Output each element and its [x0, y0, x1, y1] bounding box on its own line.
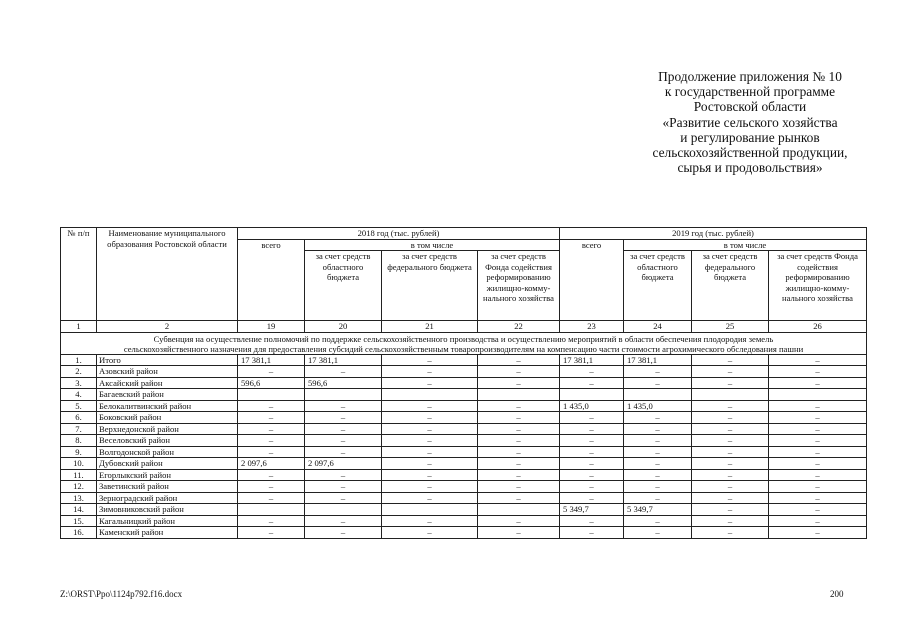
heading-line: сырья и продовольствия» — [677, 160, 823, 176]
municipality-name: Белокалитвинский район — [97, 400, 238, 412]
value-cell-24: – — [624, 412, 692, 424]
value-cell-26: – — [769, 492, 867, 504]
value-cell-24: – — [624, 446, 692, 458]
value-cell-21: – — [382, 435, 478, 447]
col-number-cell: 19 — [238, 321, 305, 333]
table-row — [61, 515, 867, 527]
value-cell-21: – — [382, 492, 478, 504]
value-cell-20: 2 097,6 — [305, 458, 382, 470]
value-cell-19: – — [238, 492, 305, 504]
municipality-name: Егорлыкский район — [97, 469, 238, 481]
value-cell-19: – — [238, 481, 305, 493]
value-cell-26: – — [769, 504, 867, 516]
value-cell-25: – — [692, 366, 769, 378]
value-cell-26: – — [769, 446, 867, 458]
value-cell-23: 1 435,0 — [560, 400, 624, 412]
value-cell-23: – — [560, 366, 624, 378]
value-cell-20: 17 381,1 — [305, 354, 382, 366]
table-row — [61, 481, 867, 493]
municipality-name: Каменский район — [97, 527, 238, 539]
value-cell-23: – — [560, 377, 624, 389]
value-cell-25: – — [692, 400, 769, 412]
value-cell-26: – — [769, 354, 867, 366]
municipality-name: Итого — [97, 354, 238, 366]
value-cell-24: – — [624, 492, 692, 504]
file-path: Z:\ORST\Ppo\1124p792.f16.docx — [60, 589, 183, 599]
municipality-name: Азовский район — [97, 366, 238, 378]
value-cell-26: – — [769, 366, 867, 378]
value-cell-19: 596,6 — [238, 377, 305, 389]
col-header-including-2019: в том числе — [624, 239, 867, 251]
value-cell-20: – — [305, 446, 382, 458]
value-cell-23: – — [560, 412, 624, 424]
value-cell-22: – — [478, 458, 560, 470]
row-number: 9. — [61, 446, 97, 458]
value-cell-26: – — [769, 469, 867, 481]
row-number: 15. — [61, 515, 97, 527]
col-header-fund-2019: за счет средств Фонда содействия реформированию жилищно-комму-нального хозяйства — [769, 251, 867, 321]
col-header-number: № п/п — [61, 228, 97, 321]
col-header-total-2018: всего — [238, 239, 305, 321]
col-header-federal-2019: за счет средств федерального бюджета — [692, 251, 769, 321]
value-cell-25: – — [692, 458, 769, 470]
value-cell-24: – — [624, 435, 692, 447]
municipality-name: Кагальницкий район — [97, 515, 238, 527]
col-header-fund-2018: за счет средств Фонда содействия реформированию жилищно-комму-нального хозяйства — [478, 251, 560, 321]
value-cell-25: – — [692, 527, 769, 539]
municipality-name: Заветинский район — [97, 481, 238, 493]
value-cell-26: – — [769, 377, 867, 389]
value-cell-23: – — [560, 435, 624, 447]
row-number: 4. — [61, 389, 97, 401]
col-header-regional-2018: за счет средств областного бюджета — [305, 251, 382, 321]
value-cell-19 — [238, 504, 305, 516]
value-cell-21: – — [382, 481, 478, 493]
value-cell-19: – — [238, 435, 305, 447]
value-cell-21: – — [382, 354, 478, 366]
value-cell-21: – — [382, 469, 478, 481]
col-header-total-2019: всего — [560, 239, 624, 321]
table-row — [61, 423, 867, 435]
value-cell-25: – — [692, 446, 769, 458]
value-cell-25: – — [692, 354, 769, 366]
value-cell-24: 1 435,0 — [624, 400, 692, 412]
value-cell-26: – — [769, 527, 867, 539]
heading-line: и регулирование рынков — [680, 129, 820, 145]
value-cell-24: – — [624, 527, 692, 539]
value-cell-26: – — [769, 423, 867, 435]
table-row — [61, 412, 867, 424]
value-cell-24: – — [624, 481, 692, 493]
value-cell-25: – — [692, 435, 769, 447]
value-cell-21: – — [382, 400, 478, 412]
value-cell-23: – — [560, 458, 624, 470]
value-cell-21: – — [382, 423, 478, 435]
col-number-cell: 23 — [560, 321, 624, 333]
value-cell-22: – — [478, 481, 560, 493]
value-cell-22: – — [478, 492, 560, 504]
table-row — [61, 469, 867, 481]
table-row — [61, 492, 867, 504]
appendix-heading — [600, 69, 900, 175]
col-number-cell: 22 — [478, 321, 560, 333]
value-cell-20 — [305, 389, 382, 401]
value-cell-19: 17 381,1 — [238, 354, 305, 366]
value-cell-24: 5 349,7 — [624, 504, 692, 516]
col-header-federal-2018: за счет средств федерального бюджета — [382, 251, 478, 321]
row-number: 7. — [61, 423, 97, 435]
value-cell-24: 17 381,1 — [624, 354, 692, 366]
value-cell-25: – — [692, 515, 769, 527]
value-cell-21: – — [382, 412, 478, 424]
value-cell-22: – — [478, 527, 560, 539]
value-cell-21: – — [382, 527, 478, 539]
value-cell-24: – — [624, 366, 692, 378]
municipality-name: Зимовниковский район — [97, 504, 238, 516]
municipality-name: Веселовский район — [97, 435, 238, 447]
municipality-name: Зерноградский район — [97, 492, 238, 504]
table-row — [61, 458, 867, 470]
value-cell-19: – — [238, 400, 305, 412]
value-cell-22: – — [478, 412, 560, 424]
municipality-name: Багаевский район — [97, 389, 238, 401]
row-number: 16. — [61, 527, 97, 539]
municipality-name: Волгодонской район — [97, 446, 238, 458]
value-cell-22: – — [478, 366, 560, 378]
row-number: 10. — [61, 458, 97, 470]
value-cell-26: – — [769, 515, 867, 527]
value-cell-26: – — [769, 400, 867, 412]
value-cell-20: – — [305, 400, 382, 412]
col-header-regional-2019: за счет средств областного бюджета — [624, 251, 692, 321]
value-cell-23: 17 381,1 — [560, 354, 624, 366]
row-number: 14. — [61, 504, 97, 516]
table-row — [61, 435, 867, 447]
row-number: 6. — [61, 412, 97, 424]
value-cell-19: – — [238, 469, 305, 481]
value-cell-22 — [478, 504, 560, 516]
value-cell-26: – — [769, 412, 867, 424]
value-cell-19 — [238, 389, 305, 401]
value-cell-22: – — [478, 515, 560, 527]
col-number-cell: 20 — [305, 321, 382, 333]
table-row — [61, 527, 867, 539]
value-cell-22: – — [478, 354, 560, 366]
value-cell-22: – — [478, 446, 560, 458]
section-title: Субвенция на осуществление полномочий по поддержке сельскохозяйственного производства и осуществлению мероприятий в области обеспечения плодородия земель сельскохозяйственного назначения для предоставления субсидий сельскохозяйственным товаропроизводителям на компенсацию части стоимости агрохимического обследования пашни — [61, 332, 867, 354]
table-row — [61, 389, 867, 401]
value-cell-23 — [560, 389, 624, 401]
col-header-including-2018: в том числе — [305, 239, 560, 251]
value-cell-20 — [305, 504, 382, 516]
value-cell-26: – — [769, 435, 867, 447]
col-number-cell: 24 — [624, 321, 692, 333]
value-cell-24: – — [624, 423, 692, 435]
value-cell-19: – — [238, 412, 305, 424]
value-cell-26: – — [769, 481, 867, 493]
value-cell-24: – — [624, 458, 692, 470]
table-row — [61, 377, 867, 389]
value-cell-19: – — [238, 527, 305, 539]
heading-line: Продолжение приложения № 10 — [658, 69, 842, 84]
value-cell-23: 5 349,7 — [560, 504, 624, 516]
subsidy-table — [60, 227, 867, 539]
value-cell-24: – — [624, 515, 692, 527]
value-cell-22: – — [478, 435, 560, 447]
value-cell-23: – — [560, 481, 624, 493]
value-cell-22 — [478, 389, 560, 401]
page-number: 200 — [830, 589, 844, 599]
value-cell-22: – — [478, 377, 560, 389]
value-cell-19: – — [238, 366, 305, 378]
table-row — [61, 400, 867, 412]
value-cell-21: – — [382, 377, 478, 389]
col-header-2018: 2018 год (тыс. рублей) — [238, 228, 560, 240]
value-cell-20: – — [305, 423, 382, 435]
col-number-cell: 1 — [61, 321, 97, 333]
row-number: 13. — [61, 492, 97, 504]
value-cell-21 — [382, 389, 478, 401]
value-cell-19: – — [238, 446, 305, 458]
value-cell-22: – — [478, 400, 560, 412]
table-row — [61, 446, 867, 458]
row-number: 5. — [61, 400, 97, 412]
value-cell-20: – — [305, 435, 382, 447]
table-row — [61, 366, 867, 378]
value-cell-24 — [624, 389, 692, 401]
value-cell-24: – — [624, 377, 692, 389]
value-cell-20: – — [305, 515, 382, 527]
col-header-municipality: Наименование муниципального образования Ростовской области — [97, 228, 238, 321]
value-cell-23: – — [560, 515, 624, 527]
value-cell-22: – — [478, 423, 560, 435]
value-cell-25: – — [692, 469, 769, 481]
value-cell-20: – — [305, 366, 382, 378]
heading-line: Ростовской области — [693, 99, 807, 115]
value-cell-23: – — [560, 446, 624, 458]
value-cell-19: – — [238, 423, 305, 435]
col-number-cell: 25 — [692, 321, 769, 333]
value-cell-23: – — [560, 492, 624, 504]
value-cell-25: – — [692, 504, 769, 516]
row-number: 3. — [61, 377, 97, 389]
value-cell-21: – — [382, 446, 478, 458]
value-cell-20: – — [305, 412, 382, 424]
table-row — [61, 504, 867, 516]
value-cell-20: – — [305, 527, 382, 539]
value-cell-20: – — [305, 469, 382, 481]
value-cell-24: – — [624, 469, 692, 481]
col-number-cell: 2 — [97, 321, 238, 333]
value-cell-25: – — [692, 492, 769, 504]
value-cell-19: – — [238, 515, 305, 527]
value-cell-20: – — [305, 481, 382, 493]
col-number-cell: 21 — [382, 321, 478, 333]
value-cell-21: – — [382, 458, 478, 470]
municipality-name: Верхнедонской район — [97, 423, 238, 435]
value-cell-25: – — [692, 481, 769, 493]
row-number: 8. — [61, 435, 97, 447]
value-cell-25: – — [692, 423, 769, 435]
heading-line: к государственной программе — [664, 84, 836, 100]
col-number-cell: 26 — [769, 321, 867, 333]
col-header-2019: 2019 год (тыс. рублей) — [560, 228, 867, 240]
value-cell-20: – — [305, 492, 382, 504]
municipality-name: Дубовский район — [97, 458, 238, 470]
value-cell-21: – — [382, 515, 478, 527]
table-row — [61, 354, 867, 366]
value-cell-23: – — [560, 423, 624, 435]
heading-line: сельскохозяйственной продукции, — [652, 145, 848, 161]
value-cell-25 — [692, 389, 769, 401]
value-cell-25: – — [692, 412, 769, 424]
heading-line: «Развитие сельского хозяйства — [662, 114, 838, 130]
municipality-name: Боковский район — [97, 412, 238, 424]
row-number: 11. — [61, 469, 97, 481]
value-cell-22: – — [478, 469, 560, 481]
value-cell-23: – — [560, 527, 624, 539]
value-cell-23: – — [560, 469, 624, 481]
value-cell-25: – — [692, 377, 769, 389]
table-body — [61, 354, 867, 538]
value-cell-20: 596,6 — [305, 377, 382, 389]
value-cell-26 — [769, 389, 867, 401]
municipality-name: Аксайский район — [97, 377, 238, 389]
row-number: 12. — [61, 481, 97, 493]
row-number: 2. — [61, 366, 97, 378]
value-cell-19: 2 097,6 — [238, 458, 305, 470]
value-cell-26: – — [769, 458, 867, 470]
row-number: 1. — [61, 354, 97, 366]
value-cell-21 — [382, 504, 478, 516]
value-cell-21: – — [382, 366, 478, 378]
